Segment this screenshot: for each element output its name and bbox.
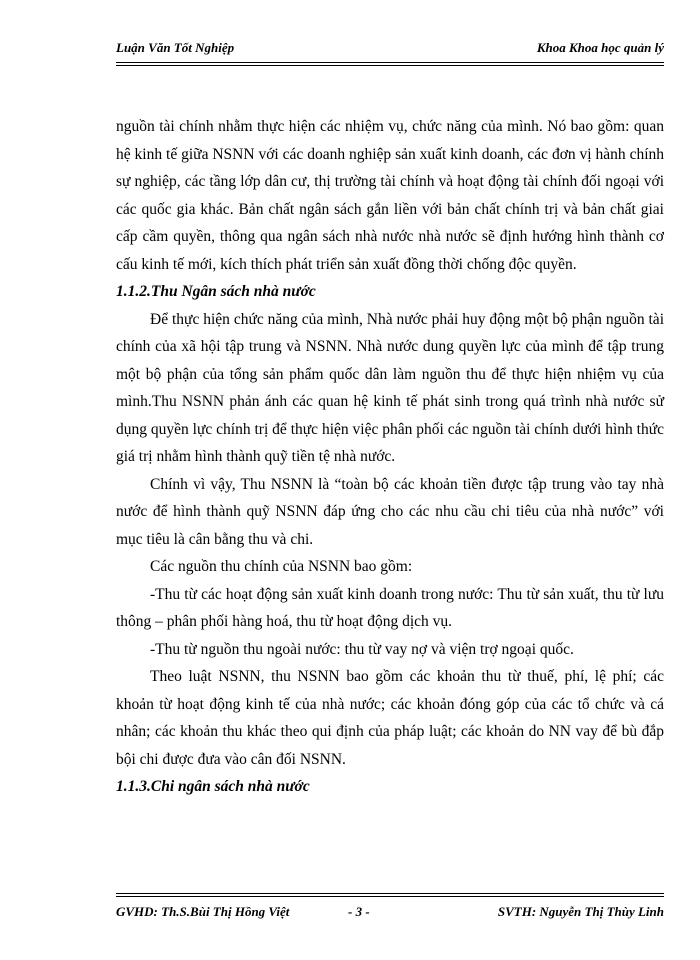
section-heading-1-1-2: 1.1.2.Thu Ngân sách nhà nước xyxy=(116,283,316,300)
header-faculty: Khoa Khoa học quản lý xyxy=(536,40,664,55)
footer-student: SVTH: Nguyễn Thị Thùy Linh xyxy=(497,904,664,919)
section-heading-1-1-3: 1.1.3.Chi ngân sách nhà nước xyxy=(116,778,310,795)
paragraph-2: Để thực hiện chức năng của mình, Nhà nước phải huy động một bộ phận nguồn tài chính của xã hội tập trung và NSNN. Nhà nước dung quyền lực của mình để tập trung một bộ phận của tổng sản phẩm quốc dân làm nguồn thu để thực hiện nhiệm vụ của mình.Thu NSNN phản ánh các quan hệ kinh tế phát sinh trong quá trình nhà nước sử dụng quyền lực chính trị để thực hiện việc phân phối các nguồn tài chính dưới hình thức giá trị nhằm hình thành quỹ tiền tệ nhà nước. xyxy=(116,310,664,465)
page-header xyxy=(116,40,664,63)
paragraph-1: nguồn tài chính nhằm thực hiện các nhiệm vụ, chức năng của mình. Nó bao gồm: quan hệ kinh tế giữa NSNN với các doanh nghiệp sản xuất kinh doanh, các đơn vị hành chính sự nghiệp, các tầng lớp dân cư, thị trường tài chính và hoạt động tài chính đối ngoại với các quốc gia khác. Bản chất ngân sách gắn liền với bản chất chính trị và bản chất giai cấp cầm quyền, thông qua ngân sách nhà nước nhà nước sẽ định hướng hình thành cơ cấu kinh tế mới, kích thích phát triển sản xuất đồng thời chống độc quyền. xyxy=(116,118,664,273)
paragraph-4: Các nguồn thu chính của NSNN bao gồm: xyxy=(150,558,413,575)
document-body xyxy=(116,113,664,801)
paragraph-5: -Thu từ các hoạt động sản xuất kinh doanh trong nước: Thu từ sản xuất, thu từ lưu thông – phân phối hàng hoá, thu từ hoạt động dịch vụ. xyxy=(116,585,664,630)
paragraph-6: -Thu từ nguồn thu ngoài nước: thu từ vay nợ và viện trợ ngoại quốc. xyxy=(150,640,574,658)
footer-supervisor: GVHD: Th.S.Bùi Thị Hồng Việt xyxy=(116,904,290,919)
paragraph-3: Chính vì vậy, Thu NSNN là “toàn bộ các khoản tiền được tập trung vào tay nhà nước để hình thành quỹ NSNN đáp ứng cho các nhu cầu chi tiêu của nhà nước” với mục tiêu là cân bằng thu và chi. xyxy=(116,475,664,548)
paragraph-7: Theo luật NSNN, thu NSNN bao gồm các khoản thu từ thuế, phí, lệ phí; các khoản từ hoạt động kinh tế của nhà nước; các khoản đóng góp của các tổ chức và cá nhân; các khoản thu khác theo qui định của pháp luật; các khoản do NN vay để bù đắp bội chi được đưa vào cân đối NSNN. xyxy=(116,668,664,768)
page-footer xyxy=(116,896,664,919)
page-number: - 3 - xyxy=(348,904,370,919)
header-thesis-title: Luận Văn Tốt Nghiệp xyxy=(116,40,235,55)
